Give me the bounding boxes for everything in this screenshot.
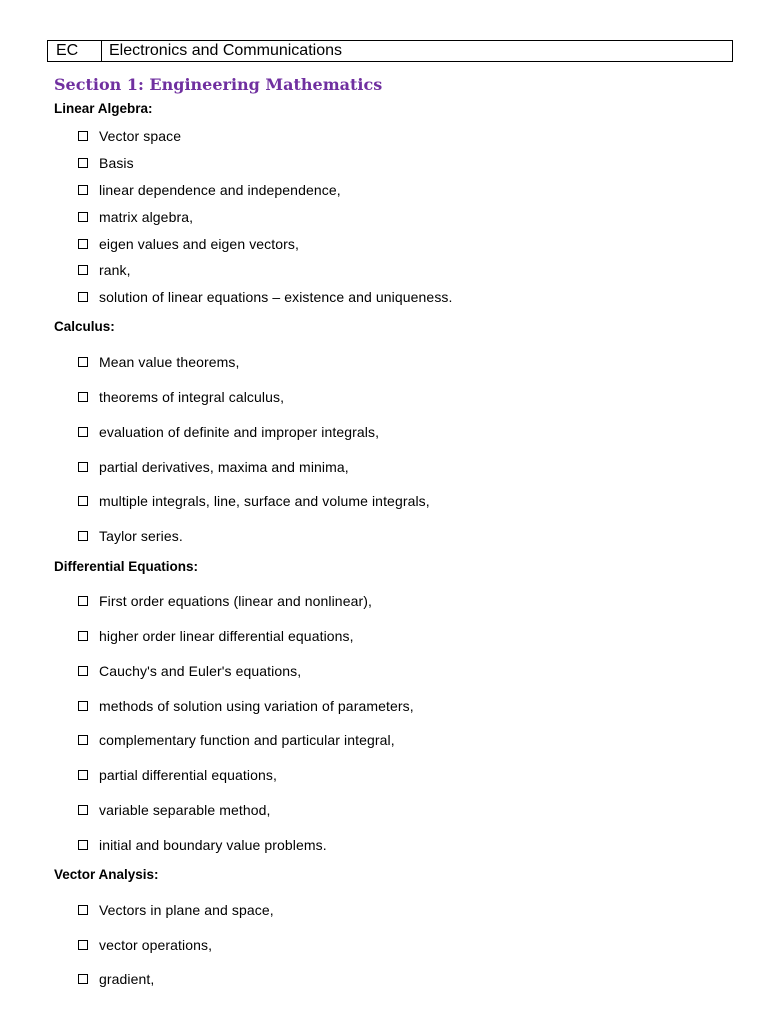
list-item-text: vector operations, [99, 937, 213, 953]
checkbox-icon [78, 974, 88, 984]
list-item [78, 662, 301, 680]
list-item-text: Vectors in plane and space, [99, 902, 274, 918]
checkbox-icon [78, 185, 88, 195]
subject-header-table [47, 40, 733, 62]
list-item [78, 353, 240, 371]
list-item [78, 936, 212, 954]
checkbox-icon [78, 496, 88, 506]
list-item-text: gradient, [99, 971, 155, 987]
list-item [78, 235, 299, 253]
list-item-text: matrix algebra, [99, 209, 194, 225]
list-item [78, 697, 414, 715]
list-item-text: Basis [99, 155, 134, 171]
list-item-text: Cauchy's and Euler's equations, [99, 663, 302, 679]
list-item [78, 423, 379, 441]
list-item-text: eigen values and eigen vectors, [99, 236, 300, 252]
list-item [78, 127, 181, 145]
group-heading-vector-analysis: Vector Analysis: [54, 867, 159, 882]
checkbox-icon [78, 596, 88, 606]
list-item-text: methods of solution using variation of parameters, [99, 698, 414, 714]
list-item [78, 731, 395, 749]
checkbox-icon [78, 701, 88, 711]
list-item [78, 208, 193, 226]
list-item [78, 801, 270, 819]
list-item-text: complementary function and particular integral, [99, 732, 395, 748]
list-item [78, 592, 372, 610]
section-title: Section 1: Engineering Mathematics [54, 75, 383, 94]
group-heading-differential-equations: Differential Equations: [54, 559, 199, 574]
list-item [78, 901, 274, 919]
list-item-text: Mean value theorems, [99, 354, 240, 370]
list-item [78, 627, 354, 645]
checkbox-icon [78, 239, 88, 249]
list-item-text: multiple integrals, line, surface and volume integrals, [99, 493, 430, 509]
list-item-text: partial differential equations, [99, 767, 277, 783]
checkbox-icon [78, 212, 88, 222]
checkbox-icon [78, 462, 88, 472]
list-item-text: variable separable method, [99, 802, 271, 818]
list-item-text: higher order linear differential equations, [99, 628, 354, 644]
list-item [78, 766, 277, 784]
list-item [78, 970, 154, 988]
checkbox-icon [78, 158, 88, 168]
subject-name: Electronics and Communications [109, 42, 342, 59]
checkbox-icon [78, 666, 88, 676]
list-item-text: linear dependence and independence, [99, 182, 341, 198]
list-item-text: rank, [99, 262, 131, 278]
checkbox-icon [78, 840, 88, 850]
list-item [78, 527, 183, 545]
checkbox-icon [78, 265, 88, 275]
list-item [78, 458, 349, 476]
checkbox-icon [78, 292, 88, 302]
list-item [78, 492, 430, 510]
checkbox-icon [78, 531, 88, 541]
checkbox-icon [78, 905, 88, 915]
list-item-text: partial derivatives, maxima and minima, [99, 459, 349, 475]
list-item-text: First order equations (linear and nonlinear), [99, 593, 372, 609]
checkbox-icon [78, 735, 88, 745]
list-item-text: solution of linear equations – existence and uniqueness. [99, 289, 453, 305]
checkbox-icon [78, 805, 88, 815]
list-item-text: theorems of integral calculus, [99, 389, 285, 405]
checkbox-icon [78, 427, 88, 437]
list-item-text: Taylor series. [99, 528, 183, 544]
list-item-text: evaluation of definite and improper integrals, [99, 424, 380, 440]
checkbox-icon [78, 392, 88, 402]
checkbox-icon [78, 631, 88, 641]
list-item [78, 288, 453, 306]
list-item-text: initial and boundary value problems. [99, 837, 327, 853]
list-item [78, 154, 134, 172]
checkbox-icon [78, 940, 88, 950]
subject-code: EC [48, 41, 102, 61]
list-item [78, 836, 327, 854]
checkbox-icon [78, 357, 88, 367]
checkbox-icon [78, 770, 88, 780]
group-heading-linear-algebra: Linear Algebra: [54, 101, 153, 116]
checkbox-icon [78, 131, 88, 141]
list-item [78, 388, 284, 406]
list-item-text: Vector space [99, 128, 182, 144]
list-item [78, 261, 131, 279]
group-heading-calculus: Calculus: [54, 319, 115, 334]
list-item [78, 181, 341, 199]
